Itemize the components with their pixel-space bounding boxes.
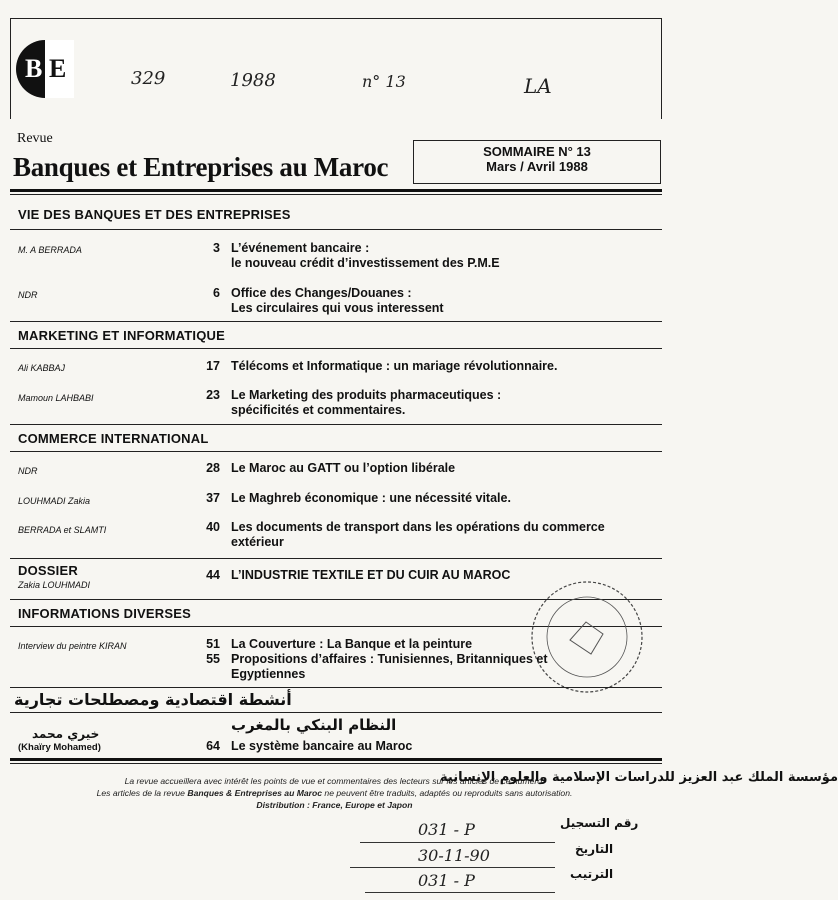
issue-date: Mars / Avril 1988 — [486, 159, 588, 174]
article-title — [231, 520, 605, 550]
article-line: Télécoms et Informatique : un mariage révolutionnaire. — [231, 359, 558, 373]
article-title — [231, 286, 444, 316]
section-title: MARKETING ET INFORMATIQUE — [18, 328, 225, 343]
article-line: L’événement bancaire : — [231, 241, 370, 255]
article-page: 51 — [206, 637, 220, 651]
stamp-label-registration: رقم التسجيل — [560, 816, 639, 830]
divider — [10, 558, 662, 559]
stamp-value-registration: 031 - P — [418, 820, 475, 839]
arabic-heading: أنشطة اقتصادية ومصطلحات تجارية — [14, 690, 292, 709]
divider — [10, 763, 662, 764]
article-author: NDR — [18, 290, 38, 300]
footer-copyright — [0, 788, 669, 798]
article-author: Mamoun LAHBABI — [18, 393, 94, 403]
author-latin: (Khaïry Mohamed) — [18, 742, 101, 753]
article-page: 40 — [206, 520, 220, 534]
footer-journal-name: Banques & Entreprises au Maroc — [187, 788, 323, 798]
logo-letter-e: E — [49, 54, 67, 83]
section-title: DOSSIER — [18, 563, 78, 578]
article-title — [231, 491, 511, 506]
stamp-line — [360, 842, 555, 843]
article-author: NDR — [18, 466, 38, 476]
article-page: 23 — [206, 388, 220, 402]
handwritten-issue: n° 13 — [362, 72, 406, 91]
divider — [10, 758, 662, 761]
article-title — [231, 388, 501, 418]
article-author: M. A BERRADA — [18, 245, 82, 255]
logo-letter-b: B — [25, 54, 43, 83]
handwritten-code: LA — [524, 74, 552, 98]
section-title: COMMERCE INTERNATIONAL — [18, 431, 209, 446]
divider — [10, 348, 662, 349]
header-frame — [10, 18, 662, 119]
article-page: 44 — [206, 568, 220, 582]
divider — [10, 321, 662, 322]
article-line: le nouveau crédit d’investissement des P.M.E — [231, 256, 500, 270]
round-stamp — [528, 578, 646, 696]
footer-distribution: Distribution : France, Europe et Japon — [256, 800, 413, 810]
divider — [10, 451, 662, 452]
article-line: extérieur — [231, 535, 284, 549]
divider — [10, 229, 662, 230]
article-page: 6 — [213, 286, 220, 300]
article-line: Egyptiennes — [231, 667, 306, 681]
article-line: Le Marketing des produits pharmaceutiques : — [231, 388, 502, 402]
article-page: 17 — [206, 359, 220, 373]
article-line: Office des Changes/Douanes : — [231, 286, 412, 300]
article-page: 3 — [213, 241, 220, 255]
footer-text: Les articles de la revue — [96, 788, 188, 798]
divider — [10, 189, 662, 192]
article-line: La Couverture : La Banque et la peinture — [231, 637, 473, 651]
article-author: Interview du peintre KIRAN — [18, 641, 127, 651]
article-line: Le Maroc au GATT ou l’option libérale — [231, 461, 456, 475]
article-line: Propositions d’affaires : Tunisiennes, Britanniques et — [231, 652, 548, 666]
article-author: LOUHMADI Zakia — [18, 496, 91, 506]
stamp-header: مؤسسة الملك عبد العزيز للدراسات الإسلامية والعلوم الإنسانية — [440, 770, 838, 785]
arabic-article-title: النظام البنكي بالمغرب — [231, 716, 397, 734]
stamp-value-date: 30-11-90 — [418, 846, 490, 865]
divider — [10, 687, 662, 688]
sommaire-box — [413, 140, 661, 184]
article-title — [231, 359, 557, 374]
divider — [10, 712, 662, 713]
section-title: VIE DES BANQUES ET DES ENTREPRISES — [18, 207, 291, 222]
article-line: Les documents de transport dans les opérations du commerce — [231, 520, 605, 534]
divider — [10, 424, 662, 425]
section-title: INFORMATIONS DIVERSES — [18, 606, 191, 621]
stamp-value-order: 031 - P — [418, 871, 475, 890]
article-title — [231, 637, 472, 652]
article-title — [231, 568, 510, 583]
article-author: Zakia LOUHMADI — [18, 580, 91, 590]
article-line: Les circulaires qui vous interessent — [231, 301, 444, 315]
article-page: 37 — [206, 491, 220, 505]
article-title — [231, 241, 500, 271]
article-line: spécificités et commentaires. — [231, 403, 406, 417]
stamp-line — [350, 867, 555, 868]
article-author: BERRADA et SLAMTI — [18, 525, 107, 535]
arabic-author: خيري محمد — [32, 727, 100, 741]
article-title — [231, 652, 548, 682]
stamp-label-date: التاريخ — [575, 842, 614, 856]
article-line: L’INDUSTRIE TEXTILE ET DU CUIR AU MAROC — [231, 568, 511, 582]
stamp-label-order: الترتيب — [570, 867, 614, 881]
stamp-line — [365, 892, 555, 893]
article-author: Ali KABBAJ — [18, 363, 66, 373]
article-line: Le Maghreb économique : une nécessité vitale. — [231, 491, 511, 505]
handwritten-number: 329 — [131, 68, 166, 89]
be-logo — [16, 40, 74, 98]
article-page: 55 — [206, 652, 220, 666]
divider — [10, 194, 662, 195]
footer-text: ne peuvent être traduits, adaptés ou reproduits sans autorisation. — [322, 788, 573, 798]
article-page: 28 — [206, 461, 220, 475]
handwritten-year: 1988 — [230, 70, 276, 91]
footer-note: La revue accueillera avec intérêt les points de vue et commentaires des lecteurs sur les articles de ce numéro. — [124, 776, 545, 786]
revue-label: Revue — [17, 131, 53, 146]
article-page: 64 — [206, 739, 220, 753]
article-title: Le système bancaire au Maroc — [231, 739, 413, 753]
article-title — [231, 461, 455, 476]
journal-title: Banques et Entreprises au Maroc — [13, 152, 389, 182]
sommaire-number: SOMMAIRE N° 13 — [483, 144, 591, 159]
